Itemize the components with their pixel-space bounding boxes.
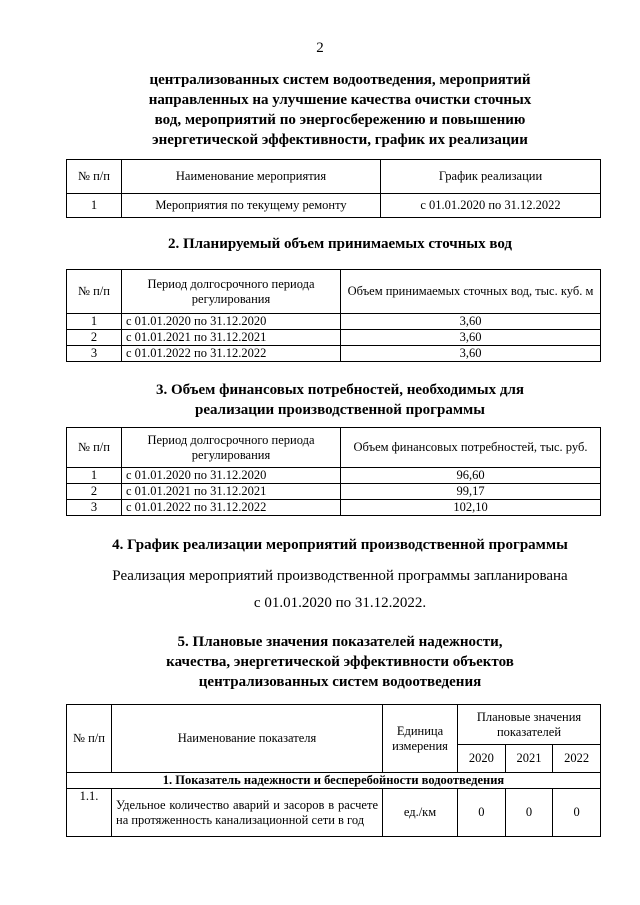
col-header-finance: Объем финансовых потребностей, тыс. руб. [341,428,601,468]
col-header-volume: Объем принимаемых сточных вод, тыс. куб. м [341,270,601,314]
cell-period: с 01.01.2021 по 31.12.2021 [122,484,341,500]
col-header-planned: Плановые значения показателей [458,705,601,745]
cell-volume: 3,60 [341,346,601,362]
cell-finance: 96,60 [341,468,601,484]
col-header-num: № п/п [67,705,112,773]
col-header-schedule: График реализации [381,160,601,194]
col-header-num: № п/п [67,160,122,194]
cell-value: 0 [458,789,506,837]
wastewater-volume-table [66,269,601,362]
cell-num: 2 [67,484,122,500]
section-4-text-line: с 01.01.2020 по 31.12.2022. [253,595,427,611]
cell-num: 1 [67,194,122,218]
table-row [67,500,601,516]
cell-value: 0 [553,789,601,837]
table-row [67,194,601,218]
col-header-year: 2022 [553,745,601,773]
intro-heading-line: централизованных систем водоотведения, мероприятий [149,72,531,88]
cell-finance: 102,10 [341,500,601,516]
section-3-title [40,380,640,420]
intro-heading-line: энергетической эффективности, график их реализации [152,132,528,148]
col-header-year: 2020 [458,745,506,773]
table-row [67,789,601,837]
intro-heading [40,70,640,150]
section-2-title: 2. Планируемый объем принимаемых сточных вод [167,236,513,252]
section-3-title-line: реализации производственной программы [195,402,485,418]
cell-period: с 01.01.2021 по 31.12.2021 [122,330,341,346]
cell-period: с 01.01.2020 по 31.12.2020 [122,468,341,484]
table-row [67,484,601,500]
cell-num: 1.1. [67,789,112,837]
cell-indicator: Удельное количество аварий и засоров в расчете на протяженность канализационной сети в год [112,789,383,837]
intro-heading-line: вод, мероприятий по энергосбережению и повышению [154,112,526,128]
activities-table [66,159,601,218]
cell-num: 1 [67,468,122,484]
cell-period: с 01.01.2020 по 31.12.2020 [122,314,341,330]
section-5-title-line: централизованных систем водоотведения [198,674,482,690]
col-header-activity: Наименование мероприятия [122,160,381,194]
cell-period: с 01.01.2022 по 31.12.2022 [122,346,341,362]
col-header-num: № п/п [67,270,122,314]
cell-volume: 3,60 [341,314,601,330]
page-number: 2 [316,40,324,56]
table-row [67,346,601,362]
financial-needs-table [66,427,601,516]
section-4-title: 4. График реализации мероприятий производственной программы [112,537,568,553]
table-row [67,314,601,330]
section-5-title-line: 5. Плановые значения показателей надежности, [177,634,503,650]
cell-value: 0 [505,789,553,837]
table-row [67,468,601,484]
cell-finance: 99,17 [341,484,601,500]
section-5-title-line: качества, энергетической эффективности объектов [166,654,514,670]
col-header-num: № п/п [67,428,122,468]
col-header-period: Период долгосрочного периода регулирования [122,428,341,468]
col-header-period: Период долгосрочного периода регулирования [122,270,341,314]
cell-num: 1 [67,314,122,330]
cell-period: с 01.01.2022 по 31.12.2022 [122,500,341,516]
section-5-title [40,632,640,692]
section-4-text-line: Реализация мероприятий производственной программы запланирована [112,568,568,584]
cell-num: 3 [67,346,122,362]
intro-heading-line: направленных на улучшение качества очистки сточных [148,92,532,108]
cell-num: 2 [67,330,122,346]
cell-num: 3 [67,500,122,516]
cell-unit: ед./км [383,789,458,837]
cell-schedule: с 01.01.2020 по 31.12.2022 [381,194,601,218]
section-3-title-line: 3. Объем финансовых потребностей, необходимых для [155,382,525,398]
subsection-header: 1. Показатель надежности и бесперебойности водоотведения [67,773,601,789]
col-header-year: 2021 [505,745,553,773]
col-header-indicator: Наименование показателя [112,705,383,773]
table-row [67,330,601,346]
indicators-table [66,704,601,837]
cell-activity: Мероприятия по текущему ремонту [122,194,381,218]
col-header-unit: Единица измерения [383,705,458,773]
cell-volume: 3,60 [341,330,601,346]
